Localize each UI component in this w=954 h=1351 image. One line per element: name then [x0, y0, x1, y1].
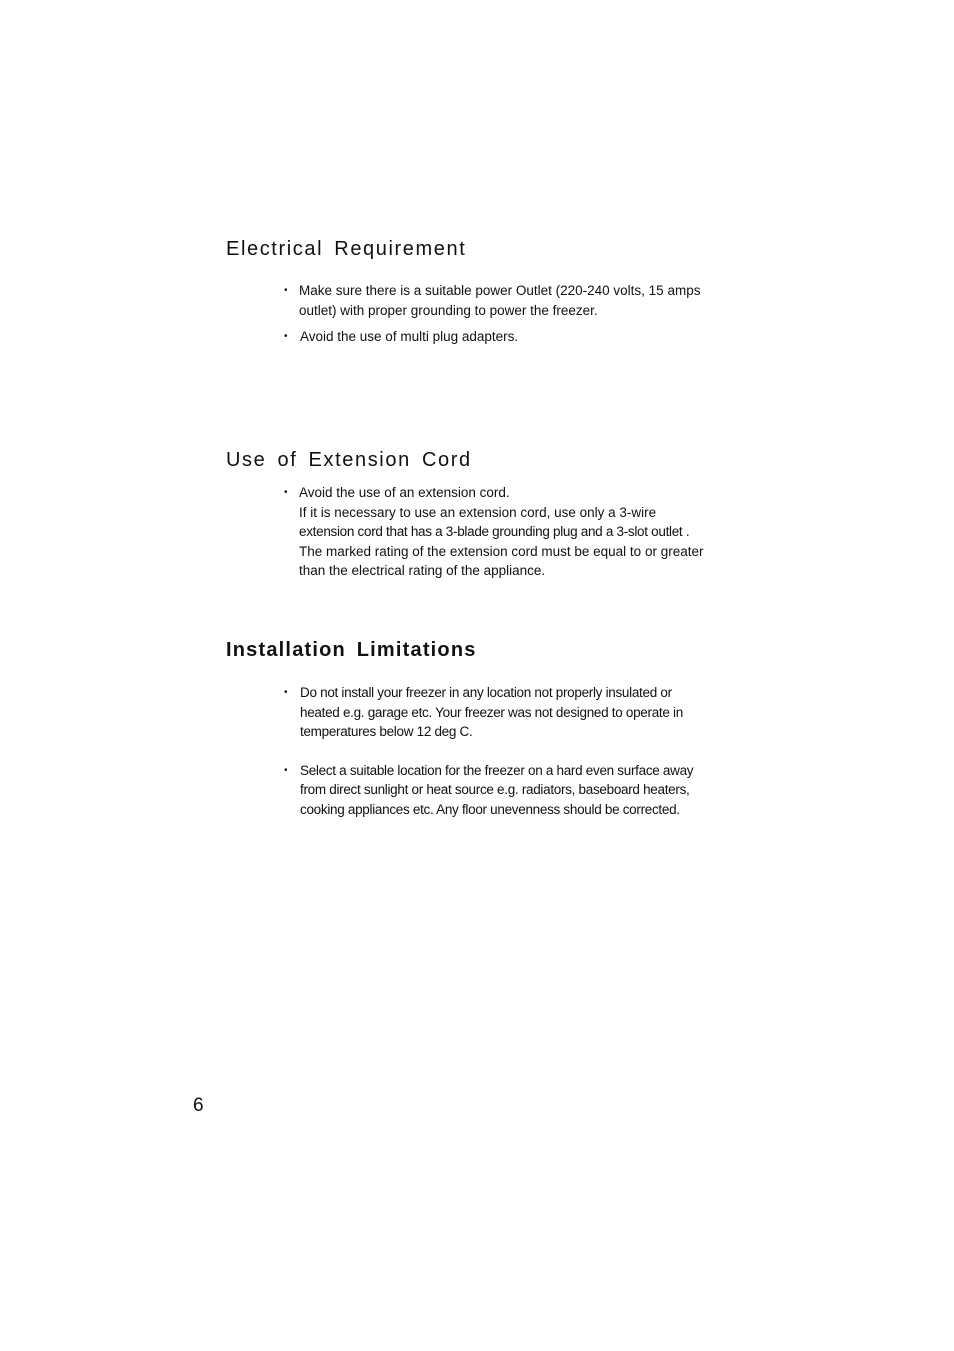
list-item — [284, 281, 744, 320]
section-heading-electrical-requirement: Electrical Requirement — [226, 238, 467, 260]
bullet-text-line: extension cord that has a 3-blade grounding plug and a 3-slot outlet . — [299, 524, 690, 540]
bullet-text-line: outlet) with proper grounding to power the freezer. — [299, 302, 598, 318]
bullet-list-installation — [284, 683, 744, 820]
bullet-icon: • — [284, 687, 288, 698]
list-item — [284, 683, 744, 742]
bullet-text-line: Select a suitable location for the freezer on a hard even surface away — [300, 762, 694, 778]
bullet-icon: • — [284, 285, 288, 296]
bullet-text-line: cooking appliances etc. Any floor unevenness should be corrected. — [300, 801, 680, 817]
bullet-text-line: temperatures below 12 deg C. — [300, 724, 473, 740]
page-number: 6 — [193, 1095, 204, 1116]
bullet-text-line: Make sure there is a suitable power Outlet (220-240 volts, 15 amps — [299, 283, 701, 298]
bullet-icon: • — [284, 331, 288, 343]
bullet-list-extension-cord — [284, 483, 744, 581]
bullet-icon: • — [284, 764, 288, 776]
section-heading-extension-cord: Use of Extension Cord — [226, 449, 472, 471]
list-item — [284, 761, 744, 820]
list-item — [284, 483, 744, 581]
bullet-text-line: heated e.g. garage etc. Your freezer was not designed to operate in — [300, 704, 683, 720]
bullet-text-line: from direct sunlight or heat source e.g. radiators, baseboard heaters, — [300, 782, 690, 798]
section-heading-installation-limitations: Installation Limitations — [226, 639, 477, 661]
bullet-text-line: Avoid the use of an extension cord. — [299, 485, 510, 500]
bullet-text-line: than the electrical rating of the appliance. — [299, 563, 546, 579]
bullet-text-line: If it is necessary to use an extension cord, use only a 3-wire — [299, 504, 657, 520]
bullet-text-line: Avoid the use of multi plug adapters. — [300, 329, 519, 345]
list-item — [284, 327, 744, 347]
bullet-text-line: The marked rating of the extension cord must be equal to or greater — [299, 543, 704, 559]
bullet-list-electrical — [284, 281, 744, 347]
bullet-icon: • — [284, 487, 288, 498]
bullet-text-line: Do not install your freezer in any location not properly insulated or — [300, 685, 672, 700]
